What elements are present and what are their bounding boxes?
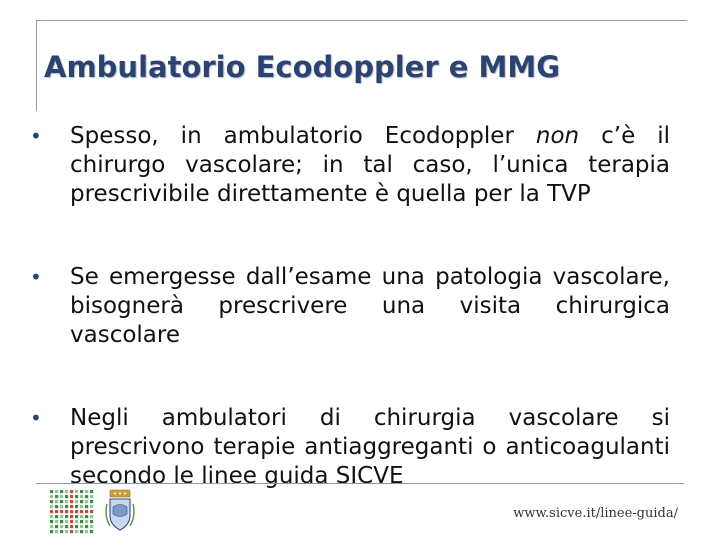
bullet-item [30,263,670,350]
logo-dot [70,505,73,508]
logo-dot [85,510,88,513]
logo-dot [60,490,63,493]
logo-dot [65,530,68,533]
logo-dot [85,500,88,503]
logo-dot [55,505,58,508]
logo-dot [75,500,78,503]
logo-dot [75,515,78,518]
logo-dot [55,520,58,523]
bullet-text-segment: Spesso, in ambulatorio Ecodoppler [70,123,536,149]
logo-dot [50,515,53,518]
footer-url: www.sicve.it/linee-guida/ [513,506,678,521]
logo-dot [65,525,68,528]
logo-dot [60,510,63,513]
logo-dot [60,530,63,533]
logo-dot [90,530,93,533]
logo-dot [85,530,88,533]
logo-dot [80,510,83,513]
logo-dot [90,510,93,513]
logo-dot [90,515,93,518]
logo-dot [85,525,88,528]
logo-dot [80,520,83,523]
logo-dot [55,495,58,498]
bullet-marker: • [30,406,42,430]
logo-dot [50,490,53,493]
logo-dot [75,530,78,533]
logo-dot [90,525,93,528]
logo-dot [90,495,93,498]
logo-dot [70,530,73,533]
logo-dot [85,505,88,508]
logo-dot [50,520,53,523]
logo-dot [50,525,53,528]
logo-dot [70,520,73,523]
logo-dot [65,510,68,513]
bullet-marker: • [30,124,42,148]
logo-dot [55,530,58,533]
logo-dot [85,490,88,493]
logo-dot [65,520,68,523]
coat-of-arms-icon [106,490,134,530]
logo-dot [90,520,93,523]
logo-dot [55,500,58,503]
bullet-text [70,404,670,491]
logo-dot [75,510,78,513]
logo-dot [55,525,58,528]
bullet-item [30,404,670,491]
logo-dot [85,495,88,498]
bullet-text-segment: Negli ambulatori di chirurgia vascolare si prescrivono terapie antiaggreganti o anticoagulanti secondo le linee guida SICVE [70,405,670,489]
logo-dot [80,500,83,503]
logo-dot [75,495,78,498]
logo-dot [70,495,73,498]
bullet-marker: • [30,265,42,289]
logo-dot [60,495,63,498]
bullet-list [30,122,670,545]
logo-dot [60,520,63,523]
logo-dot [70,510,73,513]
logo-dot [55,510,58,513]
logo-dot [60,525,63,528]
logo-dot [65,490,68,493]
bullet-text [70,263,670,350]
logo-dot [50,495,53,498]
logo-dot [60,515,63,518]
logo-dot [55,490,58,493]
slide-title: Ambulatorio Ecodoppler e MMG [44,50,561,84]
logo-dot [70,525,73,528]
logo-dot [70,515,73,518]
logo-dot [65,505,68,508]
logo-dot [55,515,58,518]
dot-grid-logo-icon [50,490,93,533]
logo-dot [75,520,78,523]
logo-dot [85,520,88,523]
logo-dot [70,490,73,493]
footer-divider [36,483,684,484]
logo-dot [70,500,73,503]
logo-dot [75,505,78,508]
logo-dot [90,490,93,493]
logo-dot [50,500,53,503]
bullet-item [30,122,670,209]
logo-dot [90,500,93,503]
logo-dot [60,500,63,503]
bullet-text [70,122,670,209]
logo-dot [80,495,83,498]
logo-dot [80,525,83,528]
logo-dot [60,505,63,508]
logo-dot [65,500,68,503]
bullet-text-segment: Se emergesse dall’esame una patologia vascolare, bisognerà prescrivere una visita chirurgica vascolare [70,264,670,348]
logo-dot [65,495,68,498]
logo-dot [50,530,53,533]
logo-dot [85,515,88,518]
logo-dot [50,510,53,513]
logo-dot [90,505,93,508]
logo-dot [50,505,53,508]
logo-group [48,488,144,534]
logo-dot [80,490,83,493]
logo-dot [80,530,83,533]
logo-dot [75,525,78,528]
bullet-text-segment: c’è il chirurgo vascolare; in tal caso, l’unica terapia prescrivibile direttamente è quella per la TVP [70,123,670,207]
footer-logos [48,488,144,534]
logo-dot [80,505,83,508]
bullet-text-emphasis: non [535,123,580,149]
logo-dot [65,515,68,518]
logo-dot [80,515,83,518]
logo-dot [75,490,78,493]
